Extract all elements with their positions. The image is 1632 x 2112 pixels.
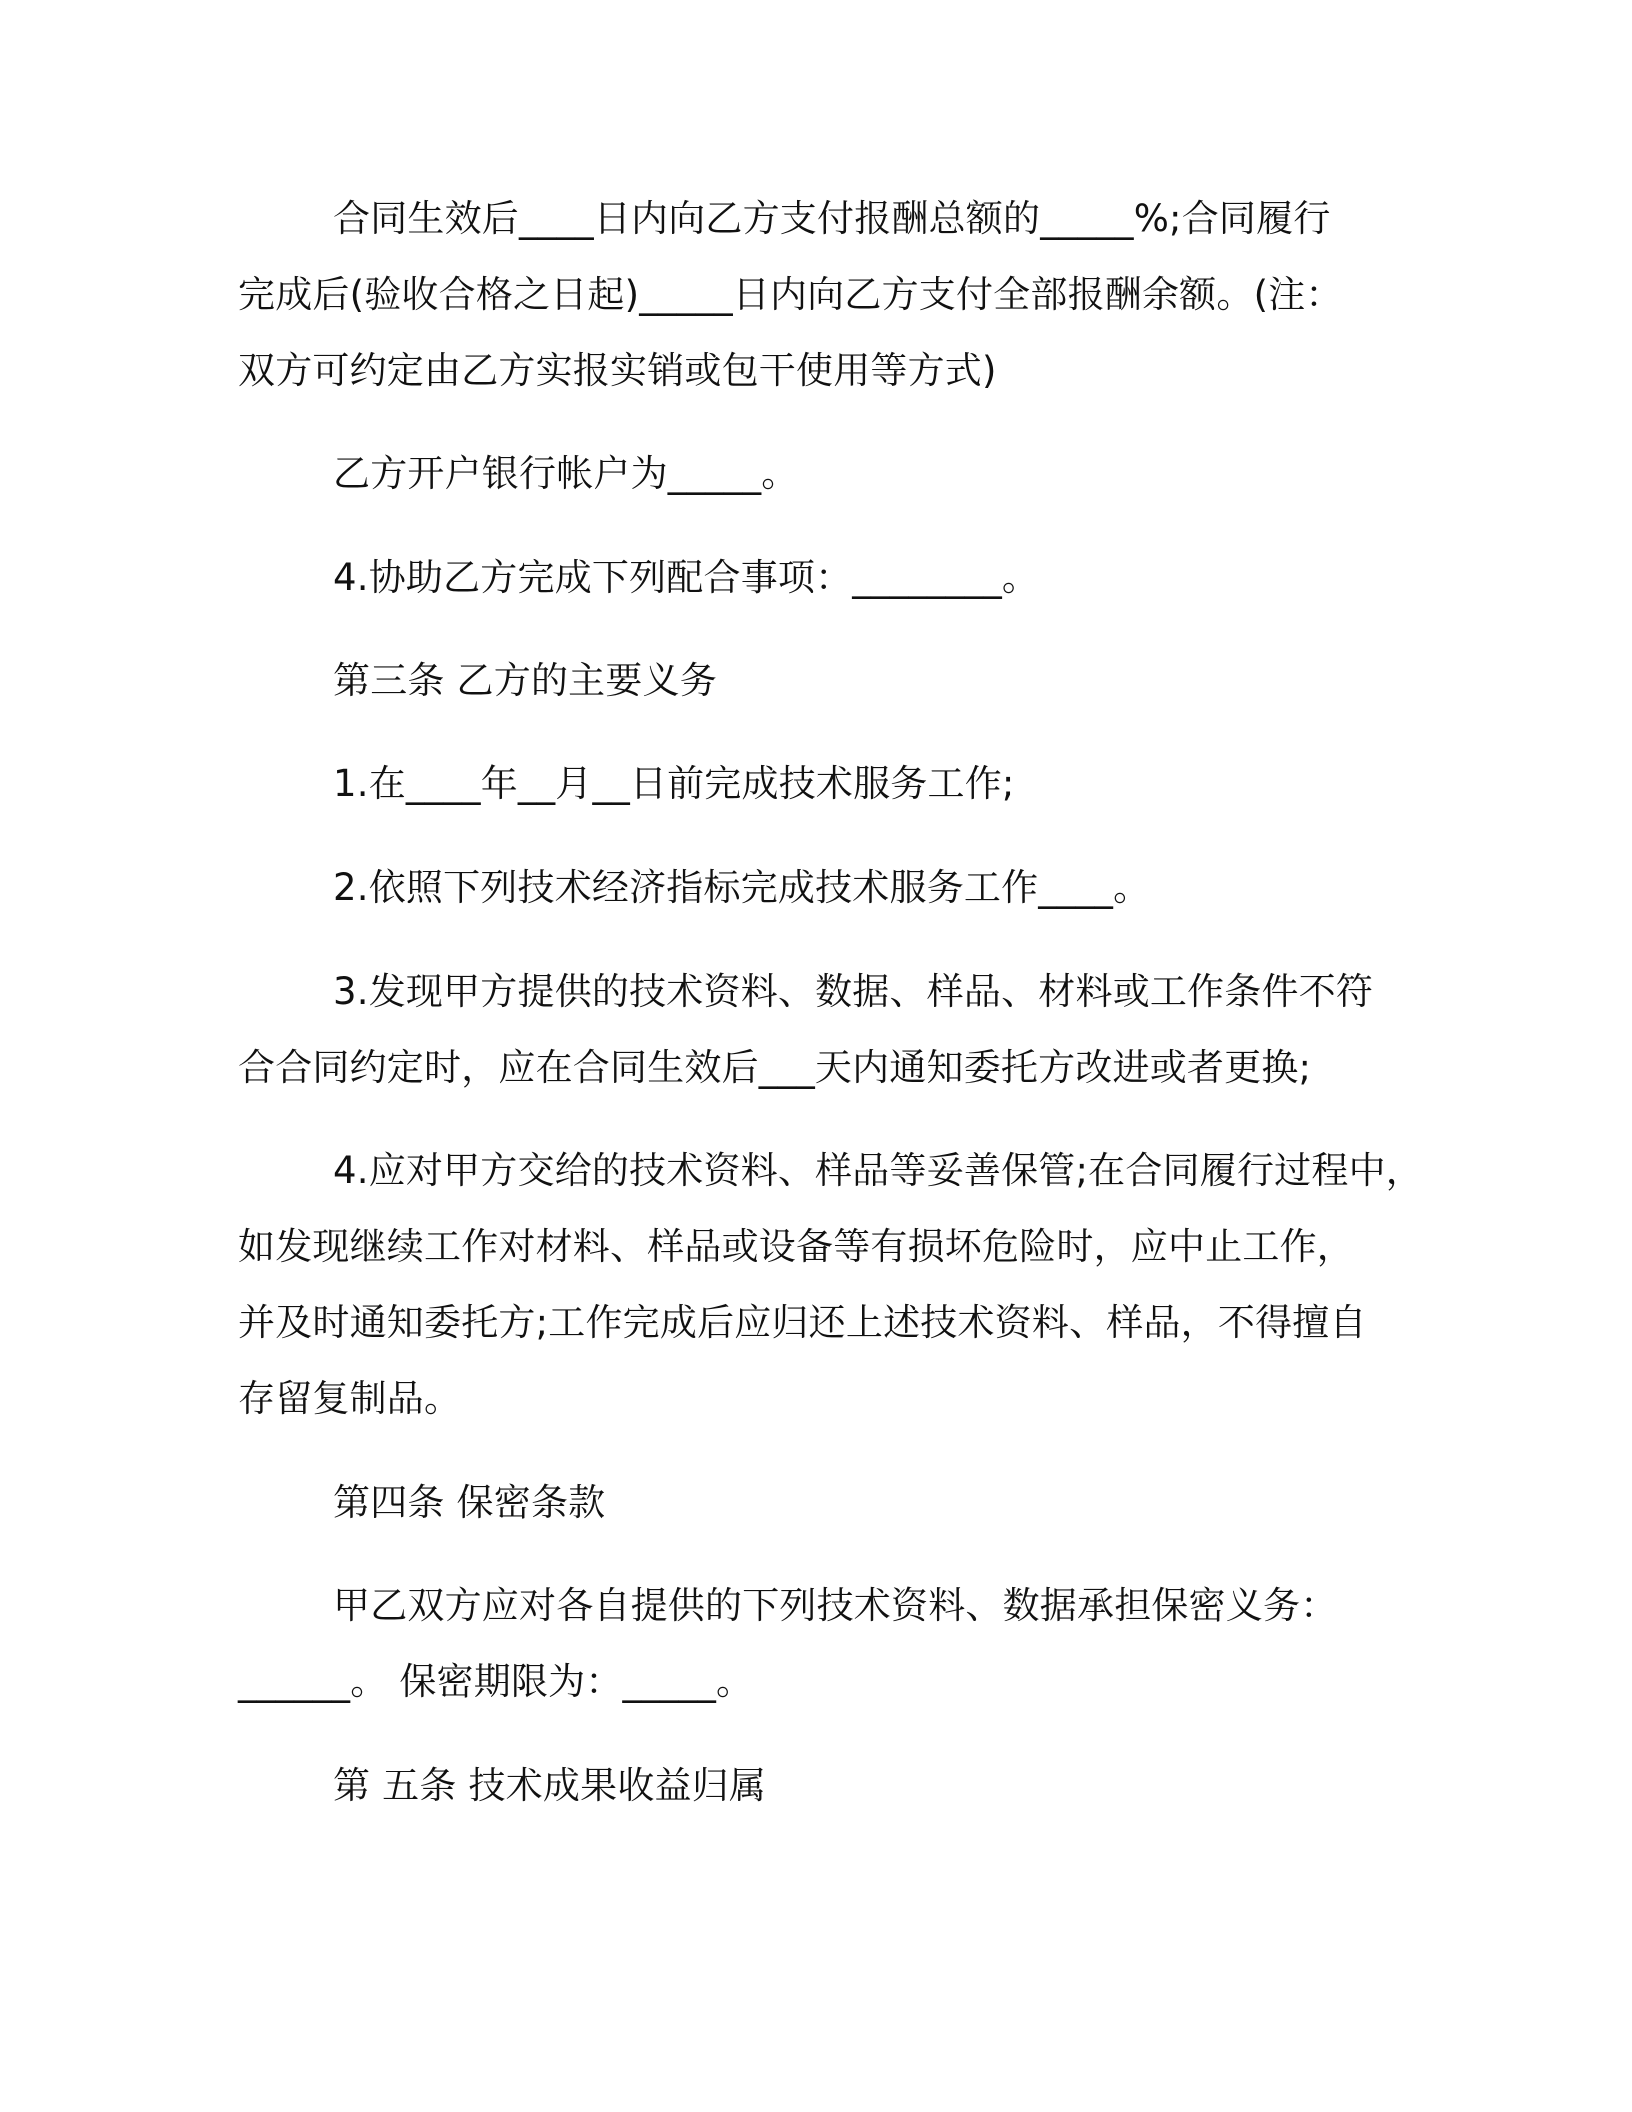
safekeeping-line-1: 4.应对甲方交给的技术资料、样品等妥善保管;在合同履行过程中， xyxy=(333,1149,1423,1192)
article-four-heading: 第四条 保密条款 xyxy=(333,1481,606,1524)
safekeeping-line-2: 如发现继续工作对材料、样品或设备等有损坏危险时，应中止工作， xyxy=(238,1225,1354,1268)
notify-nonconformity-line-2: 合合同约定时，应在合同生效后___天内通知委托方改进或者更换; xyxy=(238,1046,1312,1089)
bank-account-line: 乙方开户银行帐户为_____。 xyxy=(333,452,799,495)
payment-terms-line-2: 完成后(验收合格之日起)_____日内向乙方支付全部报酬余额。(注： xyxy=(238,273,1343,316)
article-five-heading: 第 五条 技术成果收益归属 xyxy=(333,1764,767,1807)
economic-indicators-line: 2.依照下列技术经济指标完成技术服务工作____。 xyxy=(333,866,1151,909)
cooperation-items-line: 4.协助乙方完成下列配合事项：________。 xyxy=(333,556,1040,599)
safekeeping-line-3: 并及时通知委托方;工作完成后应归还上述技术资料、样品，不得擅自 xyxy=(238,1301,1367,1344)
confidentiality-line-1: 甲乙双方应对各自提供的下列技术资料、数据承担保密义务： xyxy=(333,1584,1338,1627)
article-three-heading: 第三条 乙方的主要义务 xyxy=(333,659,717,702)
notify-nonconformity-line-1: 3.发现甲方提供的技术资料、数据、样品、材料或工作条件不符 xyxy=(333,970,1374,1013)
confidentiality-line-2: ______。 保密期限为：_____。 xyxy=(238,1660,754,1703)
safekeeping-line-4: 存留复制品。 xyxy=(238,1377,462,1420)
payment-terms-line-1: 合同生效后____日内向乙方支付报酬总额的_____%;合同履行 xyxy=(333,197,1331,240)
payment-terms-line-3: 双方可约定由乙方实报实销或包干使用等方式) xyxy=(238,349,997,392)
completion-date-line: 1.在____年__月__日前完成技术服务工作; xyxy=(333,762,1015,805)
